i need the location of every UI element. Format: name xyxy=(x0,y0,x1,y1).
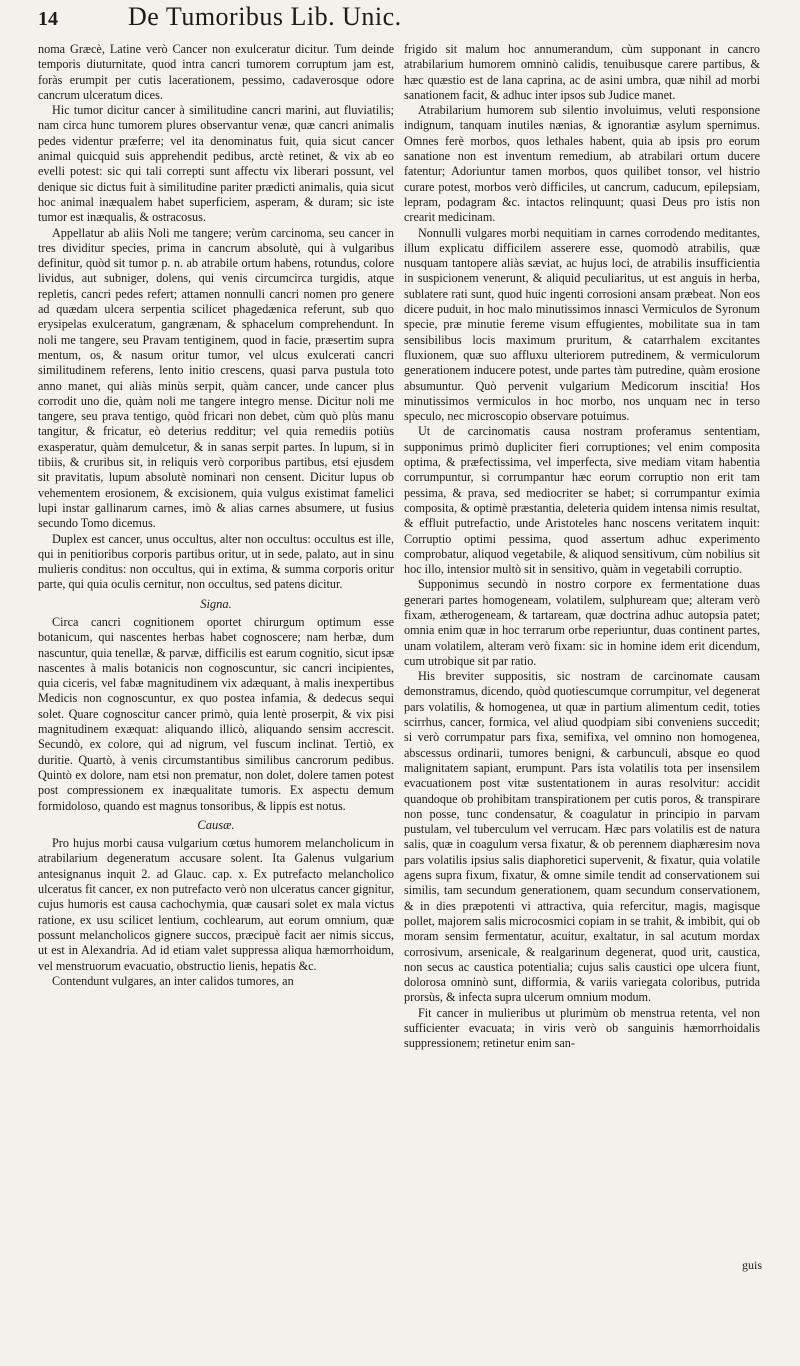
page-header xyxy=(38,2,762,38)
paragraph: Circa cancri cognitionem oportet chirurgum optimum esse botanicum, qui nascentes herbas habet cognoscere; nam herbæ, dum nascuntur, quia tenellæ, & parvæ, difficilis est earum cognitio, sicut ipsæ nascentes à malis botanicis non cognoscuntur, sic cancri incipientes, quia ciceris, vel fabæ magnitudinem vix adæquant, à malis inexpertibus Medicis non cognoscuntur, ex quo postea infamia, & dedecus sequi solet. Quare cognoscitur cancer primò, quia lentè proserpit, & vix pisi magnitudinem exæquat: aliquando illicò, aliquando sensim accrescit. Secundò, ex colore, qui ad nigrum, vel fuscum inclinat. Tertiò, ex duritie. Quartò, à venis circumstantibus similibus cancrorum pedibus. Quintò ex dolore, nam etsi non prematur, non dolet, dolere tamen potest post compressionem ex inæqualitate tumoris. Ex aspectu demum formidoloso, quando est magnus tonsoribus, & lippis est notus. xyxy=(38,614,394,813)
paragraph: noma Græcè, Latine verò Cancer non exulceratur dicitur. Tum deinde temporis diuturnitate, quod intra cancri tumorem corruptum jam est, foràs erumpit per cutis lacerationem, pessimo, cadaverosque odore cancrum ulceratum dices. xyxy=(38,42,394,102)
paragraph: His breviter suppositis, sic nostram de carcinomate causam demonstramus, dicendo, quòd quotiescumque corrumpitur, vel degenerat pars volatilis, & homogenea, ut quæ in partium alimentum cedit, toties scirrhus, cancer, formica, vel aliud quodpiam sibi conveniens succedit; si verò corrumpatur pars fixa, semifixa, vel omnino non homogenea, abscessus ordinarii, tumores benigni, & carbunculi, absque eo quod malignitatem sapiant, erumpunt. Pars ista volatilis tota per insensilem evacuationem post vitæ sustentationem in auras resolvitur: accidit quandoque ob prohibitam transpirationem per cutis poros, & transpirare non posse, tunc condensatur, & coagulatur in principio in parvam pustulam, vel tuberculum vel verrucam. Hæc pars volatilis est de natura salis, quæ in coagulum versa fixatur, & ob perennem diaphæresim nova pars volatilis ipsius salis diaphoretici supervenit, & fixatur, quia volatile agens supra fixum, fixatur, & omne simile tendit ad conservationem sui similis, tam secundum generationem, quam secundum conservationem, & in dies præpotenti vi attractiva, quia refercitur, magis, magisque pollet, majorem salis microcosmici copiam in se trahit, & imbibit, qui ob moram sensim fermentatur, acuitur, exaltatur, in sal acutum mordax corrosivum, arsenicale, & realgarinum degenerat, quod urit, caustica, non secus ac caustica potentialia; cujus salis caustici ope ulcera fiunt, dolorosa omninò sunt, difformia, & variis variegata coloribus, putrida prorsùs, & infecta supra ulcerum omnium modum. xyxy=(404,669,760,1005)
paragraph: Appellatur ab aliis Noli me tangere; verùm carcinoma, seu cancer in tres dividitur species, prima in cancrum absolutè, qui à vulgaribus definitur, quòd sit tumor p. n. ab atrabile ortum habens, rotundus, colore lividus, aut subniger, dolens, qui venis circumcirca turgidis, atque repletis, cancri pedes refert; attamen nonnulli cancri nomen pro genere ad quædam ulcera serpentia scilicet phagedænica referunt, sub quo erysipelas exulceratum, gangrænam, & sphacelum comprehendunt. In noli me tangere, seu Pravam tentiginem, quod in facie, præsertim supra mentum, os, & nasum oritur tumor, vel ulcus exulcerati cancri similitudinem referens, lento initio crescens, quasi parva pustula toto anno manet, qui aliàs minùs serpit, quàm cancer, unde cancer plus corrodit uno die, quàm noli me tangere integro mense. Dicitur noli me tangere, seu prava tentigo, quòd fricari non debet, cùm quò plùs manu tangitur, & fricatur, eò deterius redditur; vel quia remediis potiùs exasperatur, quàm demulcetur, & in sanas serpit partes. In lupum, si in tibiis, & cruribus sit, in reliquis verò corporibus partibus, etsi ejusdem sit pravitatis, lupum absolutè nominari non censent. Dicitur lupus ob vehementem erosionem, & excisionem, quia vulgus existimat famelici lupi instar gallinarum carnes, imò & alias carnes absumere, ut fusius secundo Tomo dicemus. xyxy=(38,225,394,531)
paragraph: frigido sit malum hoc annumerandum, cùm supponant in cancro atrabilarium humorem omninò calidis, tenuibusque carere partibus, & hæc quæstio est de lana caprina, ac de asini umbra, quæ nihil ad morbi sanationem facit, & adhuc inter ipsos sub Judice manet. xyxy=(404,42,760,102)
paragraph: Atrabilarium humorem sub silentio involuimus, veluti responsione indignum, tanquam inutiles nænias, & ignorantiæ asylum spernimus. Omnes ferè morbos, quos lethales habent, quia ab ipsis pro eorum sanatione non est inventum remedium, ab atrabilari ortum ducere fatentur; Adoriuntur tamen morbos, quos quilibet tonsor, vel histrio curare potest, morbos verò difficiles, ut cancrum, caducum, epilepsiam, lepram, podagram &c. intactos relinquunt; quasi Deus pro istis non crearit medicinam. xyxy=(404,103,760,225)
running-head: De Tumoribus Lib. Unic. xyxy=(128,2,402,31)
paragraph: Pro hujus morbi causa vulgarium cœtus humorem melancholicum in atrabilarium degeneratum accusare solent. Ita Galenus vulgarium antesignanus inquit 2. ad Glauc. cap. x. Ex putrefacto melancholico ulceratus fit cancer, ex non putrefacto verò non ulceratus cancer gignitur, cujus humoris est causa cachochymia, quæ causari solet ex mala victus ratione, ex usu scilicet lentium, cochlearum, aut eorum omnium, quæ possunt melancholicos gignere succos, præcipuè facit aer nimis siccus, ut est in Alexandria. Ad id etiam valet suppressa aliqua hæmorrhoidum, vel menstruorum evacuatio, obstructio lienis, hepatis &c. xyxy=(38,836,394,973)
paragraph: Duplex est cancer, unus occultus, alter non occultus: occultus est ille, qui in penitioribus corporis partibus oritur, ut in sede, palato, aut in sinu mulieris conditus: non occultus, qui in extima, & summa corporis oritur parte, qui quia oculis cernitur, non occultus, sed patens dicitur. xyxy=(38,531,394,592)
paragraph: Hic tumor dicitur cancer à similitudine cancri marini, aut fluviatilis; nam circa hunc tumorem plures observantur venæ, quæ cancri animalis pedes videntur præferre; vel ita denominatus fuit, quia sicut cancer animal quicquid suis apprehendit pedibus, arctè retinet, & vix ab eo evelli potest: sic qui tali correpti sunt affectu vix liberari possunt, vel denique sic dictus fuit à similitudine pariter prædicti animalis, quia sicut hoc animal inæqualem habet superficiem, asperam, & duram; sic iste tumor est inæqualis, & ostracosus. xyxy=(38,103,394,225)
section-heading-signa: Signa. xyxy=(200,596,232,611)
paragraph: Nonnulli vulgares morbi nequitiam in carnes corrodendo meditantes, illum explicatu difficilem asserere esse, quomodò atrabilis, quæ nusquam tantopere aliàs sæviat, ac hujus loci, de atrabilis insufficientia in suspicionem venerunt, & aliquid peculiaritus, ut est anguis in herba, sublatere rati sunt, quod huic ingenti corrosioni ansam præbeat. Non eos dicere puduit, in hoc malo minutissimos innasci Vermiculos de Syronum specie, præ minutie fereme visum effugientes, mobilitate sua in tam sensibilibus locis maximum pruritum, & catarrhalem excitantes fluxionem, quæ suo affluxu ulteriorem putredinem, & vermiculorum generationem inducere potest, unde partes tàm putredine, quàm erosione absumuntur. Quò pervenit vulgarium Medicorum inscitia! Hos minutissimos vermiculos in hoc morbo, nos unquam nec in terso speculo, nec microscopio observare potuimus. xyxy=(404,225,760,424)
paragraph: Contendunt vulgares, an inter calidos tumores, an xyxy=(52,973,294,988)
section-heading-causa: Causæ. xyxy=(197,817,235,832)
paragraph: Fit cancer in mulieribus ut plurimùm ob menstrua retenta, vel non sufficienter evacuata; in viris verò ob sanguinis hæmorrhoidalis suppressionem; retinetur enim san- xyxy=(404,1005,760,1051)
left-column xyxy=(38,42,394,989)
paragraph: Supponimus secundò in nostro corpore ex fermentatione duas generari partes homogeneam, volatilem, sulphuream que; alteram verò fixam, ætherogeneam, & tartaream, quæ doctrina adhuc autopsia patet; omnia enim quæ in hoc terrarum orbe reperiuntur, duas continent partes, unam volatilem, alteram verò fixam: sic in homine idem erit dicendum, cum utrobique sit par ratio. xyxy=(404,577,760,668)
right-column xyxy=(404,42,760,1052)
catchword: guis xyxy=(742,1258,763,1272)
page-number: 14 xyxy=(38,8,58,30)
paragraph: Ut de carcinomatis causa nostram proferamus sententiam, supponimus primò dupliciter fieri corruptiones; vel enim composita optima, & præfectissima, vel imperfecta, sive mediam vitam habentia corrumpuntur, si corrumpantur hæc eorum corruptio non erit tam pessima, & prava, sed mediocriter se habet; si corrumpantur eximia composita, & optimè præstantia, deleteria quidem intensa nimis resultat, & effluit putrefactio, unde Aristoteles hanc noscens veritatem inquit: Corruptio optimi pessima, quod assertum adhuc experimento comprobatur, aliquod vegetabile, & aliquod sensitivum, cùm nobilius sit hoc illo, intensior multò sit in sensitivo, quàm in vegetabili corruptio. xyxy=(404,424,760,577)
